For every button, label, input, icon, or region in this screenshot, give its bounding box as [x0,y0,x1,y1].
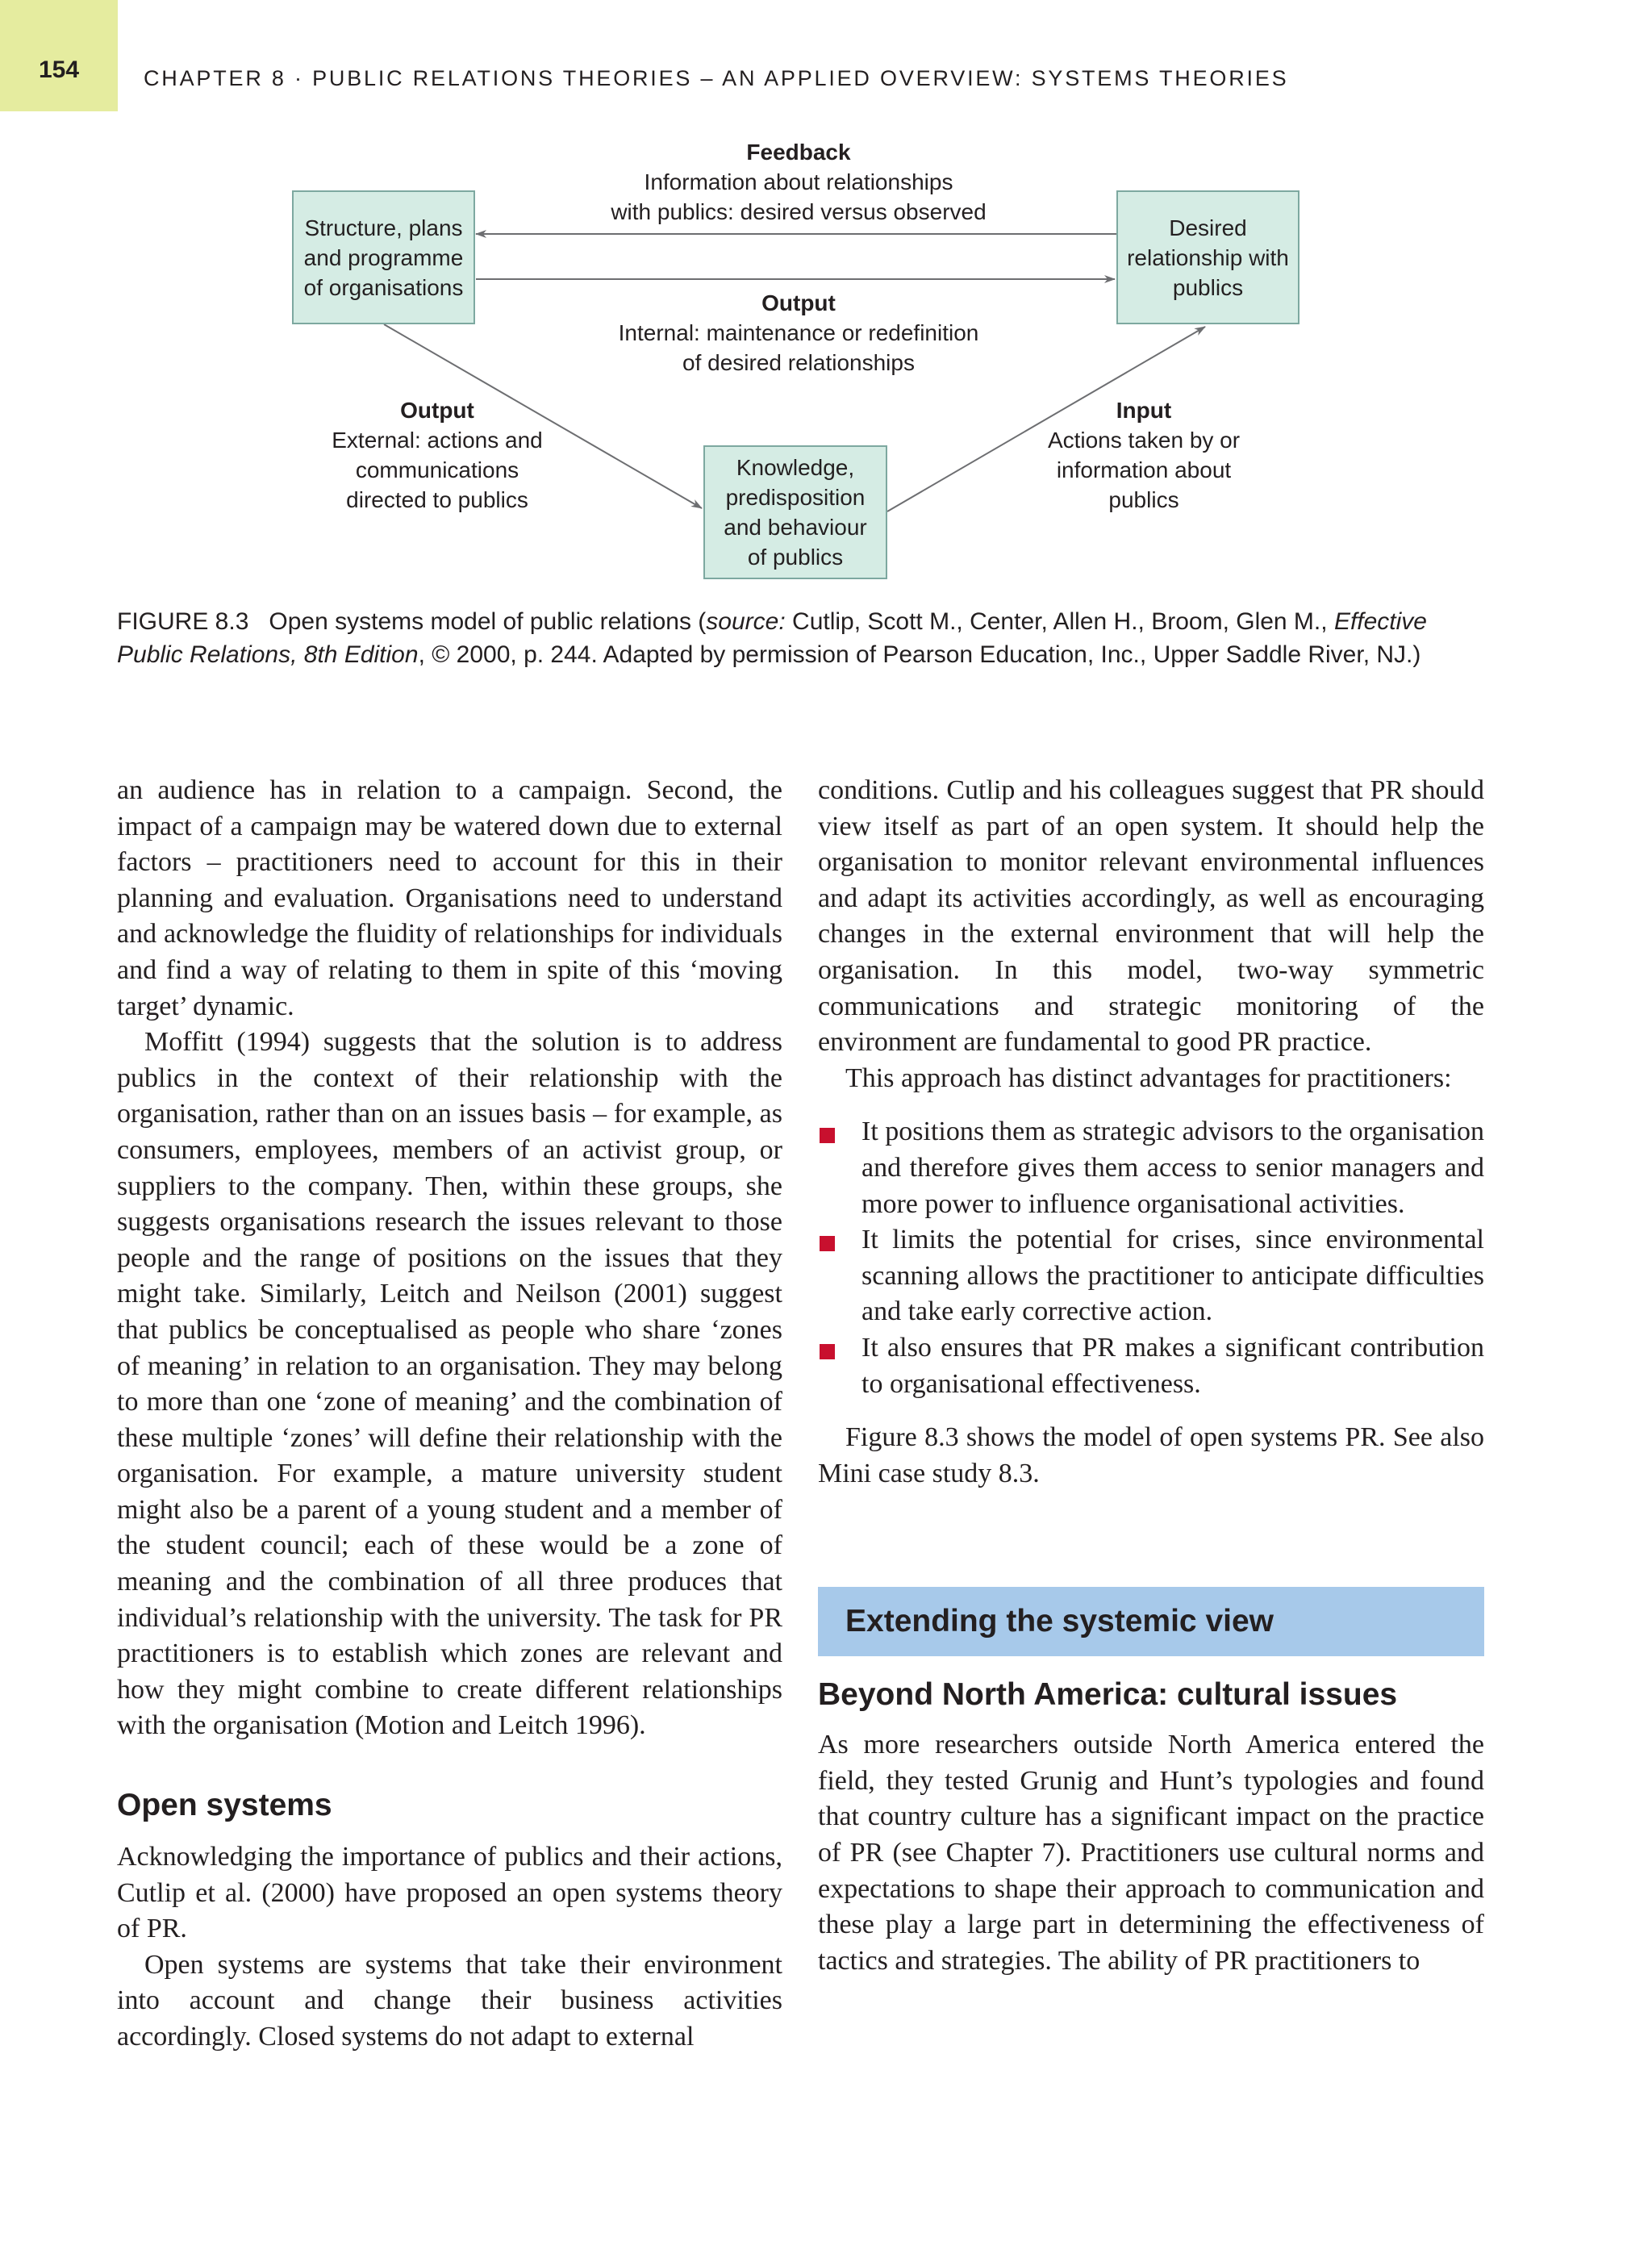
knowledge-box: Knowledge, predisposition and behaviour of publics [703,445,887,579]
internal-output-line: Internal: maintenance or redefinition [618,320,979,345]
section-band-title: Extending the systemic view [845,1603,1274,1638]
list-item [818,1222,1484,1330]
input-title: Input [1116,398,1172,423]
list-item-text: It positions them as strategic advisors to the organisation and therefore gives them access to senior managers and more power to influence organisational activities. [861,1117,1484,1219]
paragraph: As more researchers outside North America entered the field, they tested Grunig and Hunt’s typologies and found that country culture has a significant impact on the practice of PR (see Chapter 7). Practitioners use cultural norms and expectations to shape their approach to communication and these play a large part in determining the effectiveness of tactics and strategies. The ability of PR practitioners to [818,1730,1484,1976]
paragraph: Figure 8.3 shows the model of open systems PR. See also Mini case study 8.3. [818,1422,1484,1488]
caption-book-title: Effective Public Relations, 8th Edition [117,608,1427,668]
list-item [818,1114,1484,1222]
paragraph: Acknowledging the importance of publics and their actions, Cutlip et al. (2000) have proposed an open systems theory of PR. [117,1842,782,1944]
list-item-text: It also ensures that PR makes a significant contribution to organisational effectiveness. [861,1332,1484,1399]
bullet-square-icon [820,1236,835,1251]
external-output-title: Output [400,398,474,423]
section-band [818,1587,1484,1656]
feedback-line: with publics: desired versus observed [611,199,987,224]
caption-text: Open systems model of public relations ( [269,608,707,635]
internal-output-label [557,288,1041,378]
bullet-square-icon [820,1344,835,1359]
section-heading-open-systems: Open systems [117,1788,332,1823]
paragraph: Open systems are systems that take their environment into account and change their business activities accordingly. Closed systems do not adapt to external [117,1949,782,2052]
caption-text: , © 2000, p. 244. Adapted by permission of Pearson Education, Inc., Upper Saddle River, NJ.) [418,641,1421,668]
running-head: CHAPTER 8 · PUBLIC RELATIONS THEORIES – AN APPLIED OVERVIEW: SYSTEMS THEORIES [144,66,1289,90]
page-number-tab [0,0,118,111]
input-line: Actions taken by or [1047,428,1241,453]
paragraph: This approach has distinct advantages for practitioners: [845,1062,1452,1093]
structure-box: Structure, plans and programme of organisations [292,190,475,324]
feedback-label [557,137,1041,227]
feedback-title: Feedback [746,140,851,165]
paragraph: an audience has in relation to a campaign. Second, the impact of a campaign may be watered down due to external factors – practitioners need to account for this in their planning and evaluation. Organisations need to understand and acknowledge the fluidity of relationships for individuals and find a way of relating to them in spite of this ‘moving target’ dynamic. [117,775,782,1021]
external-output-line: communications [355,457,519,482]
list-item [818,1330,1484,1402]
feedback-line: Information about relationships [644,169,953,194]
external-output-line: directed to publics [346,487,528,512]
open-systems-diagram [0,121,1652,589]
external-output-label [307,395,568,515]
desired-relationship-box: Desired relationship with publics [1116,190,1299,324]
list-item-text: It limits the potential for crises, since environmental scanning allows the practitioner to anticipate difficulties and take early corrective action. [861,1225,1484,1327]
section-heading-beyond-north-america: Beyond North America: cultural issues [818,1677,1398,1713]
paragraph: conditions. Cutlip and his colleagues suggest that PR should view itself as part of an open system. It should help the organisation to monitor relevant environmental influences and adapt its activities accordingly, as well as encouraging changes in the external environment that will help the organisation. In this model, two-way symmetric communications and strategic monitoring of the environment are fundamental to good PR practice. [818,775,1484,1058]
bullet-square-icon [820,1128,835,1143]
page-number: 154 [38,56,80,83]
input-label [1008,395,1279,515]
right-column [818,773,1484,1979]
figure-caption [117,605,1472,671]
input-line: information about [1056,457,1232,482]
external-output-line: External: actions and [332,428,543,453]
internal-output-title: Output [761,290,836,315]
paragraph: Moffitt (1994) suggests that the solution is to address publics in the context of their relationship with the organisation, rather than on an issues basis – for example, as consumers, employees, members of an activist group, or suppliers to the company. Then, within these groups, she suggests organisations research the issues relevant to those people and the range of positions on the issues that they might take. Similarly, Leitch and Neilson (2001) suggest that publics be conceptualised as people who share ‘zones of meaning’ in relation to an organisation. They may belong to more than one ‘zone of meaning’ and the combination of these multiple ‘zones’ will define their relationship with the organisation. For example, a mature university student might also be a parent of a young student and a member of the student council; each of these would be a zone of meaning and the combination of all three produces that individual’s relationship with the university. The task for PR practitioners is to establish which zones are relevant and how they might combine to create different relationships with the organisation (Motion and Leitch 1996). [117,1027,782,1741]
caption-source-label: source: [706,608,786,635]
advantages-list [818,1114,1484,1402]
input-line: publics [1108,487,1179,512]
left-column [117,773,782,2056]
caption-text: Cutlip, Scott M., Center, Allen H., Broom, Glen M., [785,608,1334,635]
internal-output-line: of desired relationships [682,350,915,375]
figure-number: FIGURE 8.3 [117,608,249,635]
